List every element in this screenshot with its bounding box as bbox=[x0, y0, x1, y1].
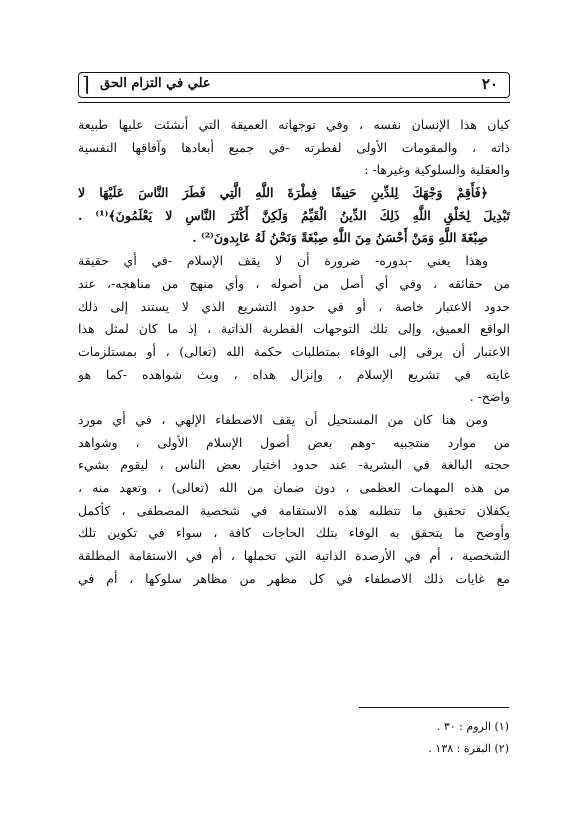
footnote-1: (١) الروم : ٣٠ . bbox=[436, 720, 509, 733]
footnote-rule bbox=[359, 707, 509, 708]
text-line: من موارد منتجبيه -وهم بعض أصول الإسلام الأولى ، وشواهد bbox=[78, 434, 510, 450]
text-line: الواقع العميق، وإلى تلك التوجهات الفطرية الذاتية ، إذ ما كان لمثل هذا bbox=[78, 321, 510, 337]
text-line: من هذه المهمات العظمى ، دون ضمان من الله (تعالى) ، وتعهد منه ، bbox=[78, 480, 510, 495]
running-title: علي في التزام الحق bbox=[100, 76, 211, 91]
page-number: ٢٠ bbox=[481, 75, 498, 93]
header-bracket-ornament: ⌈ bbox=[82, 72, 90, 96]
text-line: واضح- . bbox=[469, 389, 510, 405]
text-line: كيان هذا الإنسان نفسه ، وفي توجهاته العميقة التي أنشئت عليها طبيعة bbox=[78, 117, 510, 132]
body-text bbox=[78, 114, 510, 590]
text-line: ذاته ، والمقومات الأولى لفطرته -في جميع أبعادها وآفاقها النفسية bbox=[78, 139, 510, 155]
text-line: تَبْدِيلَ لِخَلْقِ اللَّهِ ذَلِكَ الدِّينُ الْقَيِّمُ وَلَكِنَّ أَكْثَرَ النَّاسِ لا يَعْلَمُونَ﴾⁽¹⁾ . bbox=[78, 207, 510, 223]
text-line: من حقائقه ، وفي أي أصل من أصوله ، وأي منهج من مناهجه-، عند bbox=[78, 275, 510, 291]
text-line: ﴿فَأَقِمْ وَجْهَكَ لِلدِّينِ حَنِيفًا فِطْرَةَ اللَّهِ الَّتِي فَطَرَ النَّاسَ عَلَيْهَا لا bbox=[78, 185, 488, 201]
text-line: حدود الاعتبار خاصة ، أو في حدود التشريع الذي لا يستند إلى ذلك bbox=[78, 298, 510, 314]
header-rule bbox=[78, 102, 510, 103]
footnote-2: (٢) البقرة : ١٣٨ . bbox=[428, 742, 509, 755]
text-line: غايته في تشريع الإسلام ، وإنزال هداه ، وبث شواهده -كما هو bbox=[78, 366, 510, 382]
text-line: حجته البالغة في البشرية- عند حدود اختيار بعض الناس ، ليقوم بشيء bbox=[78, 457, 510, 473]
footnotes bbox=[77, 716, 509, 760]
text-line: والعقلية والسلوكية وغيرها- : bbox=[364, 162, 510, 178]
text-line: يكفلان تحقيق ما تتطلبه هذه الاستقامة في شخصية المصطفى ، كأكمل bbox=[78, 502, 510, 518]
text-line: الشخصية ، أم في الأرصدة الذاتية التي تحملها ، أم في الاستقامة المطلقة bbox=[78, 548, 510, 564]
text-line: ومن هنا كان من المستحيل أن يقف الاصطفاء الإلهي ، في أي مورد bbox=[78, 411, 488, 427]
text-line: وأوضح ما يتحقق به الوفاء بتلك الحاجات كافة ، سواء في تكوين تلك bbox=[78, 525, 510, 541]
page-header bbox=[78, 72, 510, 98]
text-line: مع غايات ذلك الاصطفاء في كل مظهر من مظاهر سلوكها ، أم في bbox=[78, 570, 510, 586]
text-line: وهذا يعني -بدوره- ضرورة أن لا يقف الإسلام -في أي حقيقة bbox=[78, 253, 488, 269]
text-line: صِبْغَةَ اللَّهِ وَمَنْ أَحْسَنُ مِنَ اللَّهِ صِبْغَةً وَنَحْنُ لَهُ عَابِدونَ⁽²⁾ . bbox=[192, 230, 488, 246]
text-line: الاعتبار أن يرقى إلى الوفاء بمتطلبات حكمة الله (تعالى) ، أو بمستلزمات bbox=[78, 343, 510, 359]
